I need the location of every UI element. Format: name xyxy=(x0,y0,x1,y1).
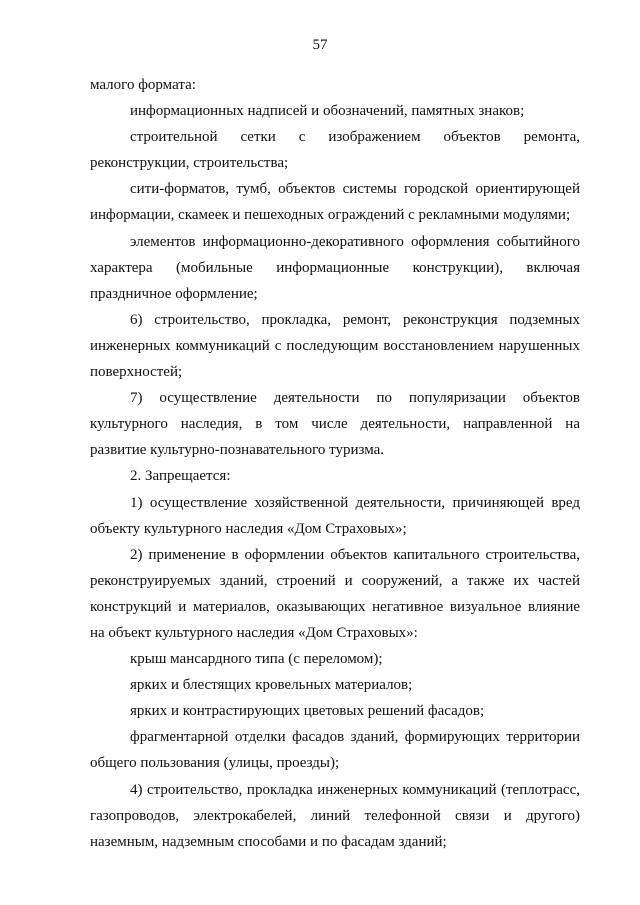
text-line: инженерных коммуникаций с последующим восстановлением нарушенных xyxy=(90,337,580,354)
text-line: информации, скамеек и пешеходных ограждений с рекламными модулями; xyxy=(90,207,571,224)
text-line: на объект культурного наследия «Дом Страховых»: xyxy=(90,624,418,641)
text-line: 4) строительство, прокладка инженерных коммуникаций (теплотрасс, xyxy=(130,781,580,798)
text-line: крыш мансардного типа (с переломом); xyxy=(130,651,383,668)
text-line: поверхностей; xyxy=(90,364,183,381)
text-line: ярких и блестящих кровельных материалов; xyxy=(130,677,413,694)
text-line: 2. Запрещается: xyxy=(130,468,231,485)
paragraph xyxy=(90,724,580,776)
text-line: характера (мобильные информационные конструкции), включая xyxy=(90,259,580,276)
paragraph xyxy=(90,385,580,463)
paragraph xyxy=(90,672,580,698)
paragraph xyxy=(90,72,580,98)
text-line: 7) осуществление деятельности по популяризации объектов xyxy=(130,390,580,407)
text-line: строительной сетки с изображением объектов ремонта, xyxy=(130,129,580,146)
page-number: 57 xyxy=(312,37,328,53)
text-line: культурного наследия, в том числе деятельности, направленной на xyxy=(90,416,580,433)
paragraph xyxy=(90,229,580,307)
text-line: реконструируемых зданий, строений и сооружений, а также их частей xyxy=(90,572,580,589)
text-line: общего пользования (улицы, проезды); xyxy=(90,755,340,772)
text-line: 1) осуществление хозяйственной деятельности, причиняющей вред xyxy=(130,494,580,511)
paragraph xyxy=(90,98,580,124)
text-line: 6) строительство, прокладка, ремонт, реконструкция подземных xyxy=(130,311,580,328)
text-line: информационных надписей и обозначений, памятных знаков; xyxy=(130,103,525,120)
paragraph xyxy=(90,777,580,855)
text-line: 2) применение в оформлении объектов капитального строительства, xyxy=(130,546,580,563)
paragraph xyxy=(90,463,580,489)
text-line: ярких и контрастирующих цветовых решений фасадов; xyxy=(130,703,485,720)
text-line: развитие культурно-познавательного туризма. xyxy=(90,442,385,459)
document-body xyxy=(90,72,580,855)
text-line: реконструкции, строительства; xyxy=(90,155,289,172)
text-line: газопроводов, электрокабелей, линий телефонной связи и другого) xyxy=(90,807,580,824)
paragraph xyxy=(90,646,580,672)
paragraph xyxy=(90,176,580,228)
text-line: объекту культурного наследия «Дом Страховых»; xyxy=(90,520,407,537)
text-line: сити-форматов, тумб, объектов системы городской ориентирующей xyxy=(130,181,580,198)
text-line: праздничное оформление; xyxy=(90,285,258,302)
text-line: фрагментарной отделки фасадов зданий, формирующих территории xyxy=(130,729,580,746)
paragraph xyxy=(90,490,580,542)
paragraph xyxy=(90,307,580,385)
text-line: элементов информационно-декоративного оформления событийного xyxy=(130,233,580,250)
paragraph xyxy=(90,542,580,646)
text-line: конструкций и материалов, оказывающих негативное визуальное влияние xyxy=(90,598,580,615)
paragraph xyxy=(90,698,580,724)
paragraph xyxy=(90,124,580,176)
text-line: наземным, надземным способами и по фасадам зданий; xyxy=(90,833,447,850)
text-line: малого формата: xyxy=(90,77,196,93)
